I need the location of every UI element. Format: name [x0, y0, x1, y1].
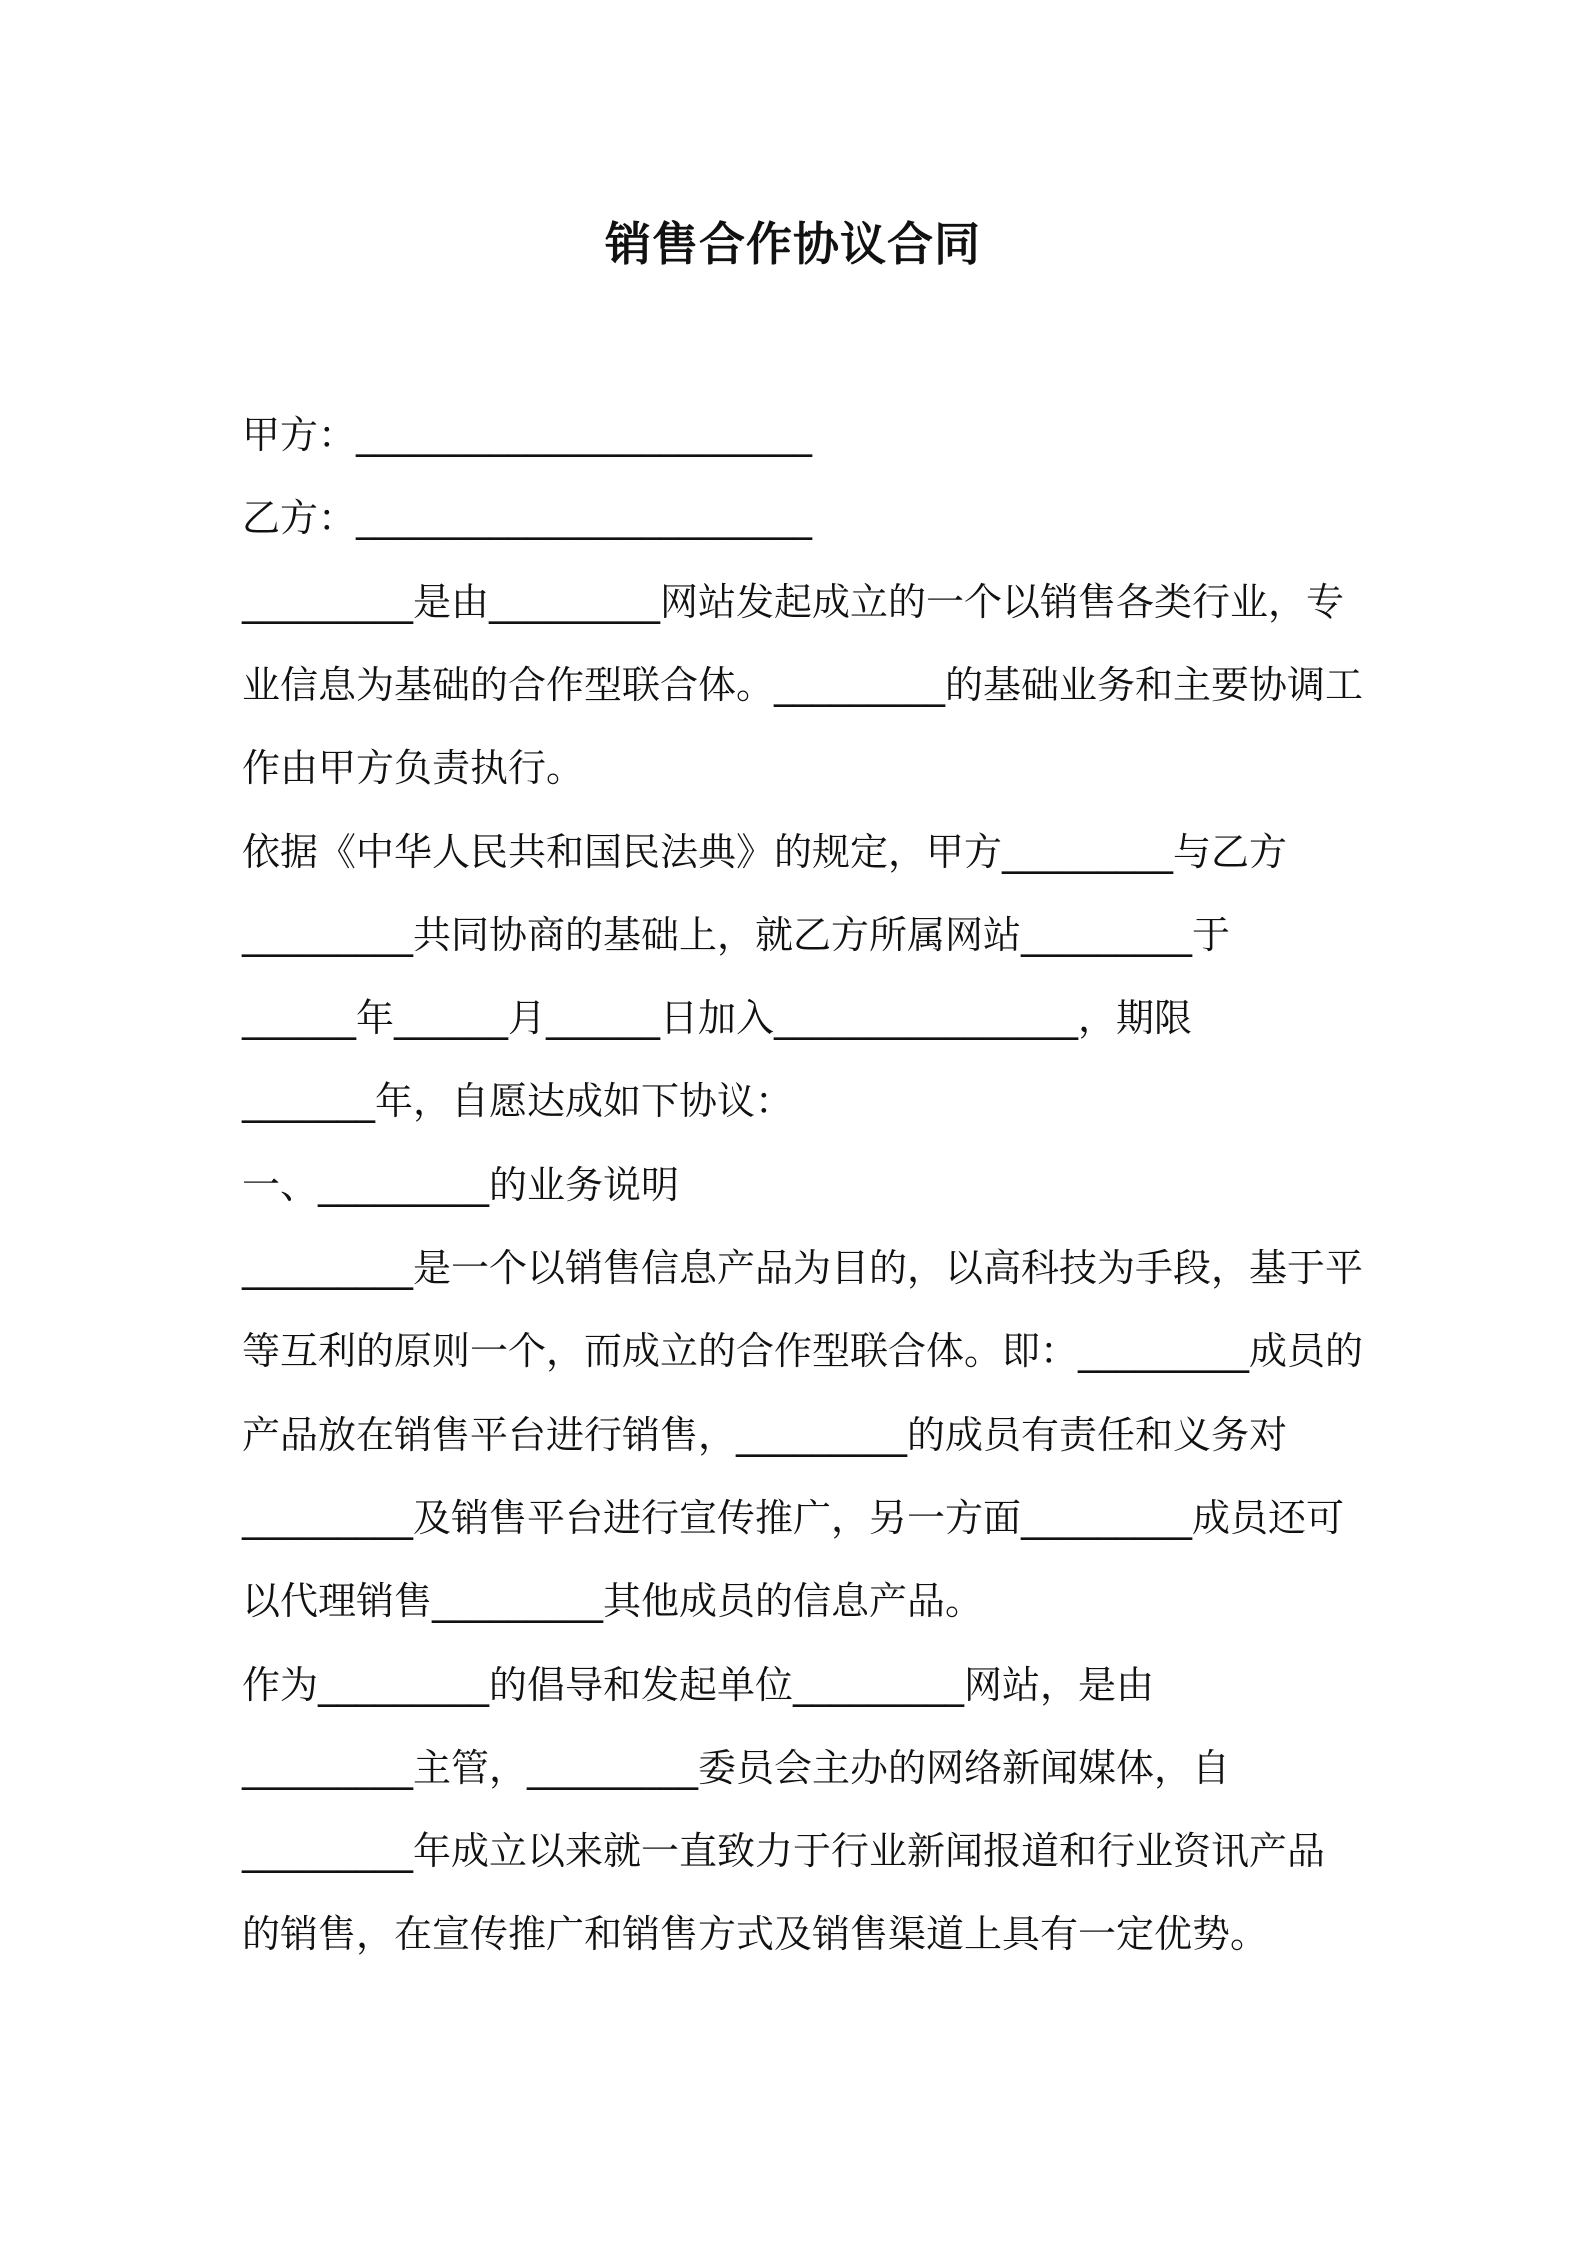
- paragraph-line: _________主管，_________委员会主办的网络新闻媒体，自: [242, 1746, 1231, 1790]
- paragraph-line: 等互利的原则一个，而成立的合作型联合体。即：_________成员的: [242, 1329, 1364, 1373]
- paragraph-line: ______年______月______日加入________________，期限: [242, 996, 1193, 1040]
- paragraph-line: 以代理销售_________其他成员的信息产品。: [242, 1579, 984, 1623]
- paragraph-line: 的销售，在宣传推广和销售方式及销售渠道上具有一定优势。: [242, 1912, 1269, 1956]
- paragraph-line: _________及销售平台进行宣传推广，另一方面_________成员还可: [242, 1496, 1345, 1540]
- paragraph-line: 产品放在销售平台进行销售，_________的成员有责任和义务对: [242, 1413, 1288, 1457]
- party-b-line: 乙方：________________________: [242, 496, 813, 540]
- party-a-line: 甲方：________________________: [242, 413, 813, 457]
- section-heading: 一、_________的业务说明: [242, 1163, 680, 1207]
- paragraph-line: _________是由_________网站发起成立的一个以销售各类行业，专: [242, 580, 1345, 624]
- paragraph-line: _________是一个以销售信息产品为目的，以高科技为手段，基于平: [242, 1246, 1364, 1290]
- paragraph-line: _________年成立以来就一直致力于行业新闻报道和行业资讯产品: [242, 1829, 1326, 1873]
- paragraph-line: _______年，自愿达成如下协议：: [242, 1079, 794, 1123]
- document-title: 销售合作协议合同: [605, 217, 981, 271]
- paragraph-line: 业信息为基础的合作型联合体。_________的基础业务和主要协调工: [242, 663, 1364, 707]
- paragraph-line: 作由甲方负责执行。: [242, 746, 585, 790]
- paragraph-line: 作为_________的倡导和发起单位_________网站，是由: [242, 1663, 1155, 1707]
- paragraph-line: 依据《中华人民共和国民法典》的规定，甲方_________与乙方: [242, 830, 1288, 874]
- paragraph-line: _________共同协商的基础上，就乙方所属网站_________于: [242, 913, 1231, 957]
